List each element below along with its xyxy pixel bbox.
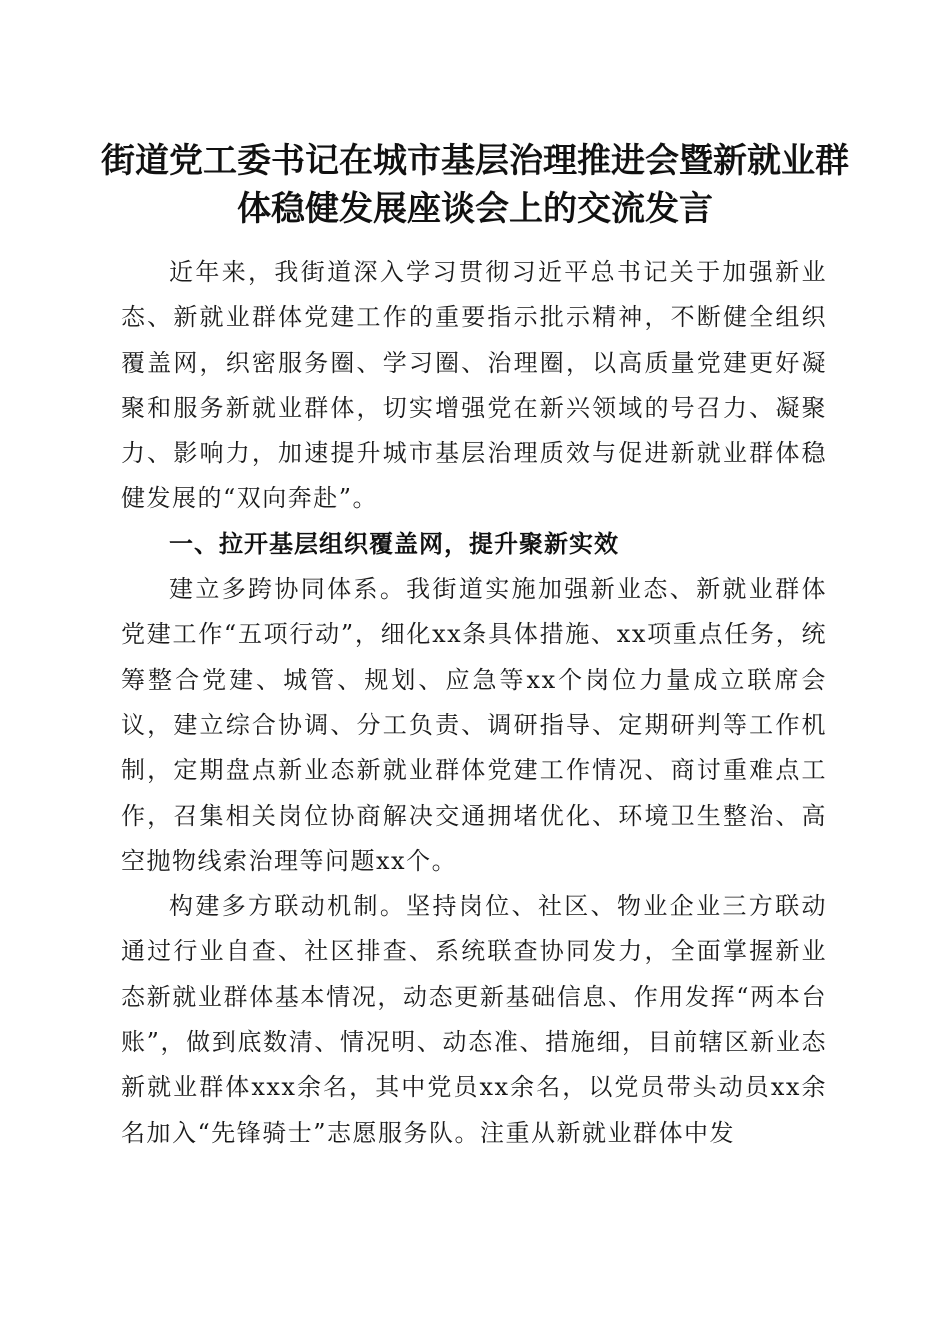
document-title: 街道党工委书记在城市基层治理推进会暨新就业群体稳健发展座谈会上的交流发言 — [101, 141, 849, 229]
section-paragraph: 建立多跨协同体系。我街道实施加强新业态、新就业群体党建工作“五项行动”，细化xx条具体措施、xx项重点任务，统筹整合党建、城管、规划、应急等xx个岗位力量成立联席会议，建立综合协调、分工负责、调研指导、定期研判等工作机制，定期盘点新业态新就业群体党建工作情况、商讨重难点工作，召集相关岗位协商解决交通拥堵优化、环境卫生整治、高空抛物线索治理等问题xx个。 — [121, 575, 827, 875]
document-body — [121, 250, 827, 1156]
section-heading: 一、拉开基层组织覆盖网，提升聚新实效 — [169, 529, 619, 558]
section-paragraph: 构建多方联动机制。坚持岗位、社区、物业企业三方联动通过行业自查、社区排查、系统联查协同发力，全面掌握新业态新就业群体基本情况，动态更新基础信息、作用发挥“两本台账”，做到底数清、情况明、动态准、措施细，目前辖区新业态新就业群体xxx余名，其中党员xx余名，以党员带头动员xx余名加入“先锋骑士”志愿服务队。注重从新就业群体中发 — [121, 892, 827, 1147]
intro-paragraph: 近年来，我街道深入学习贯彻习近平总书记关于加强新业态、新就业群体党建工作的重要指示批示精神，不断健全组织覆盖网，织密服务圈、学习圈、治理圈，以高质量党建更好凝聚和服务新就业群体，切实增强党在新兴领域的号召力、凝聚力、影响力，加速提升城市基层治理质效与促进新就业群体稳健发展的“双向奔赴”。 — [121, 258, 827, 513]
